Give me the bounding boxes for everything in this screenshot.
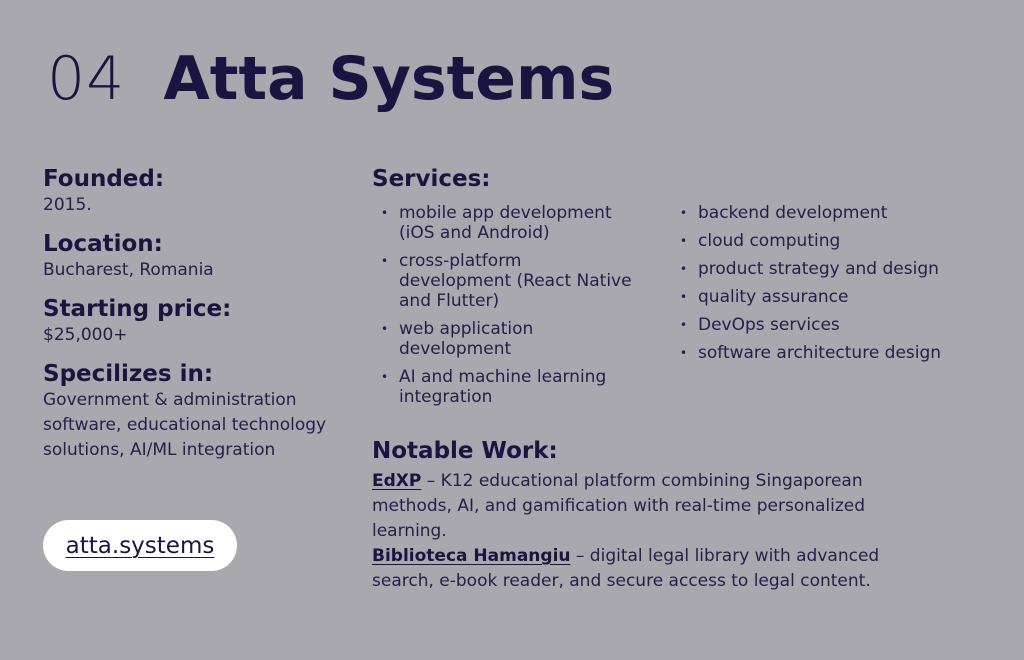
- service-item: • web application development: [372, 319, 652, 359]
- notable-work-item: [372, 544, 892, 594]
- service-item: • backend development: [671, 203, 961, 223]
- founded-label: Founded:: [43, 166, 165, 192]
- company-title: Atta Systems: [163, 44, 615, 114]
- location-value: Bucharest, Romania: [43, 260, 214, 280]
- website-link[interactable]: atta.systems: [65, 532, 215, 559]
- specializes-label: Specilizes in:: [43, 361, 214, 387]
- services-section: [372, 165, 992, 415]
- work-link-edxp[interactable]: EdXP: [372, 471, 422, 491]
- company-details: [43, 165, 333, 475]
- services-column-1: [372, 203, 652, 415]
- service-item: • cloud computing: [671, 231, 961, 251]
- work-link-biblioteca-hamangiu[interactable]: Biblioteca Hamangiu: [372, 546, 571, 566]
- service-item: • software architecture design: [671, 343, 961, 363]
- services-columns: [372, 203, 992, 415]
- services-column-2: [671, 203, 961, 415]
- starting-price-label: Starting price:: [43, 296, 232, 322]
- location-label: Location:: [43, 231, 163, 257]
- notable-work-section: [372, 437, 892, 594]
- service-item: • mobile app development (iOS and Android): [372, 203, 652, 243]
- founded-value: 2015.: [43, 195, 92, 215]
- notable-work-item: [372, 469, 892, 544]
- website-pill[interactable]: [43, 520, 237, 571]
- service-item: • quality assurance: [671, 287, 961, 307]
- notable-work-title: Notable Work:: [372, 438, 558, 464]
- specializes-value: Government & administration software, educational technology solutions, AI/ML integration: [43, 390, 327, 460]
- work-description: – digital legal library with advanced search, e-book reader, and secure access to legal content.: [372, 546, 880, 591]
- starting-price-value: $25,000+: [43, 325, 128, 345]
- services-title: Services:: [372, 166, 491, 192]
- header: [47, 44, 614, 114]
- service-item: • product strategy and design: [671, 259, 961, 279]
- work-description: – K12 educational platform combining Singaporean methods, AI, and gamification with real-time personalized learning.: [372, 471, 866, 541]
- service-item: • cross-platform development (React Native and Flutter): [372, 251, 652, 311]
- company-number: 04: [47, 44, 126, 114]
- service-item: • AI and machine learning integration: [372, 367, 652, 407]
- service-item: • DevOps services: [671, 315, 961, 335]
